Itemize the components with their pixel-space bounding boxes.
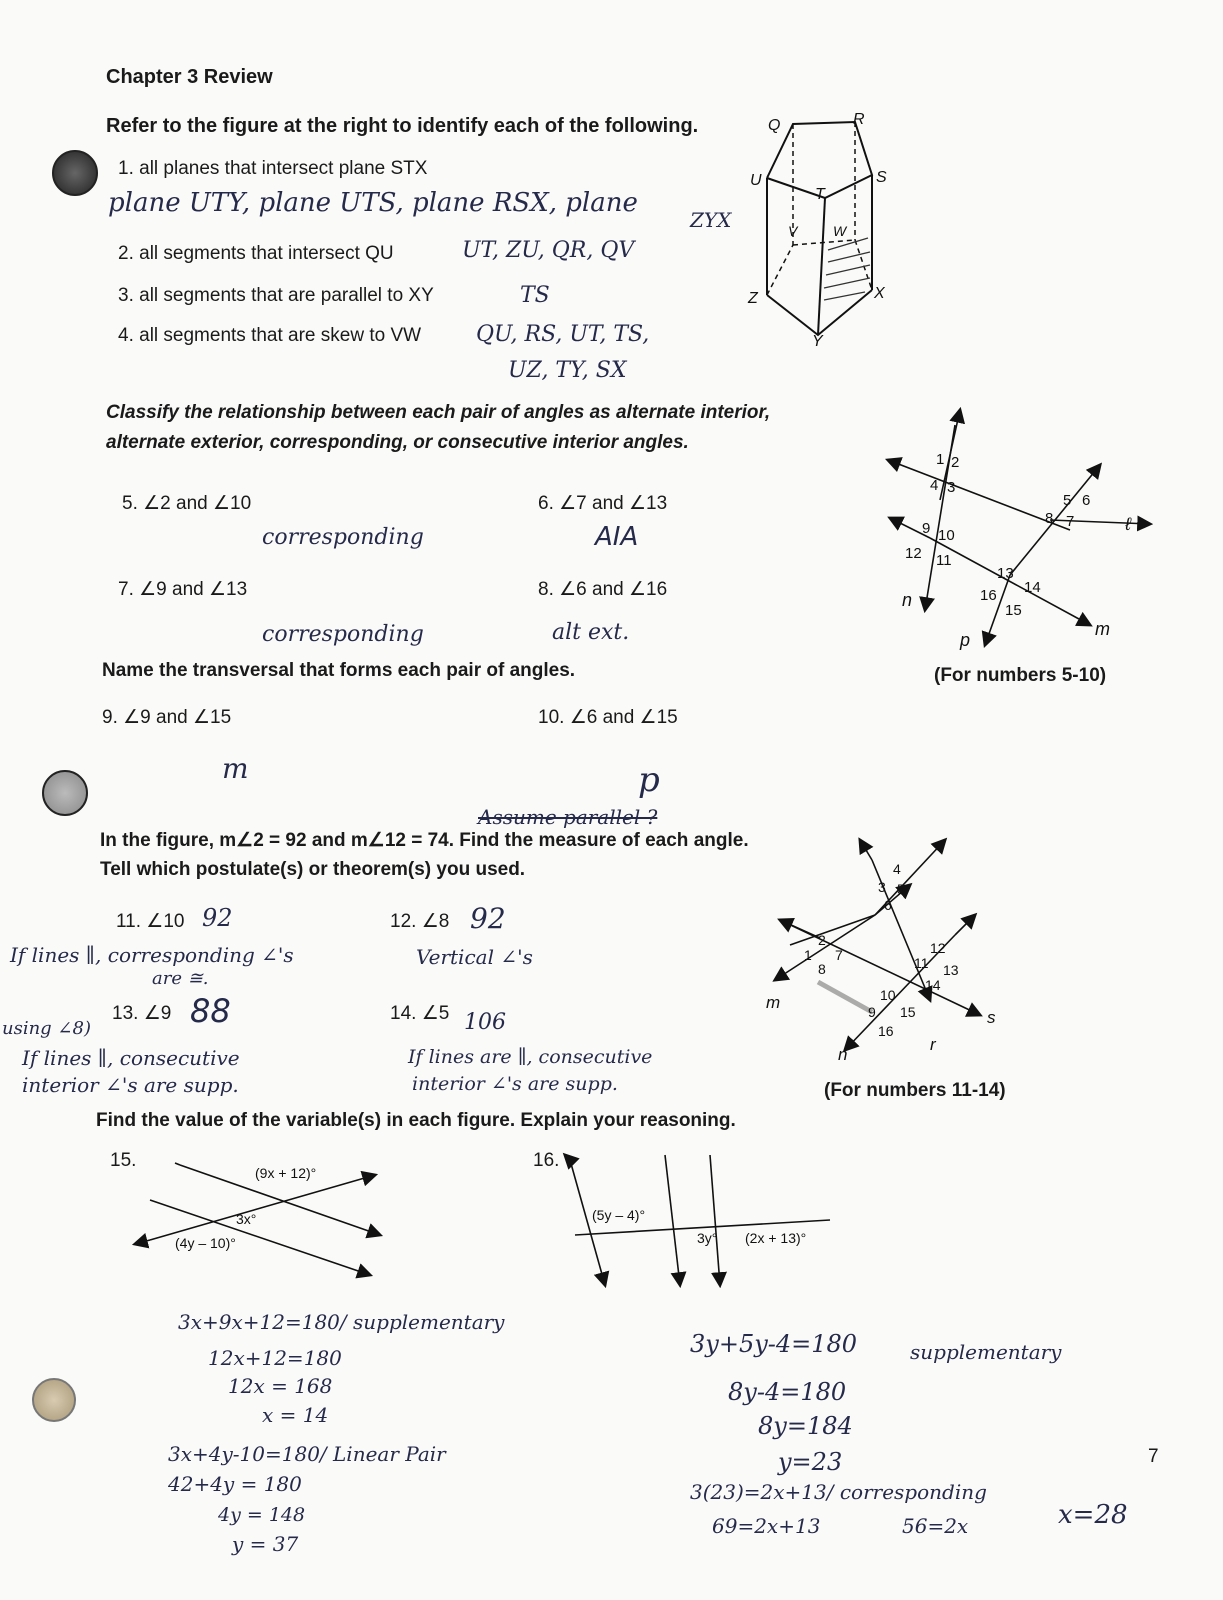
angle-num-11: 11	[936, 552, 952, 569]
answer-14: 106	[464, 1010, 506, 1035]
answer-13-prefix: using ∠8)	[2, 1018, 91, 1039]
work16-line3: 8y-4=180	[728, 1378, 847, 1406]
transversal-heading: Name the transversal that forms each pair of angles.	[102, 660, 576, 681]
angle-num-14: 14	[1024, 579, 1041, 596]
line-label-p: p	[960, 630, 971, 650]
vertex-label-u: U	[750, 172, 762, 189]
assume-parallel-note: Assume parallel ?	[478, 805, 658, 829]
question-4: 4. all segments that are skew to VW	[118, 325, 422, 346]
vertex-label-t: T	[815, 186, 825, 203]
angle-num-8: 8	[1045, 510, 1054, 527]
prism-figure	[740, 110, 900, 350]
answer-4-line1: QU, RS, UT, TS,	[476, 322, 650, 347]
line-label-m: m	[1095, 619, 1110, 639]
question-2: 2. all segments that intersect QU	[118, 243, 394, 264]
figure-caption-5-10: (For numbers 5-10)	[934, 665, 1107, 686]
question-12: 12. ∠8	[390, 911, 450, 932]
fig2-angle-8: 8	[818, 961, 826, 977]
work16-line1: 3y+5y-4=180	[690, 1330, 858, 1358]
question-1: 1. all planes that intersect plane STX	[118, 158, 428, 179]
answer-13-reason-line2: interior ∠'s are supp.	[22, 1073, 239, 1097]
figure-16	[560, 1160, 860, 1290]
question-6: 6. ∠7 and ∠13	[538, 493, 668, 514]
work15-line8: y = 37	[232, 1532, 299, 1556]
angle-num-7: 7	[1066, 513, 1075, 530]
angle-num-1: 1	[936, 451, 945, 468]
line-label-l: ℓ	[1125, 514, 1131, 534]
vertex-label-x: X	[874, 285, 885, 302]
transversal-figure-5-10	[900, 420, 1140, 670]
fig2-angle-1: 1	[804, 947, 812, 963]
transversal-figure-11-14	[766, 840, 1020, 1080]
question-3: 3. all segments that are parallel to XY	[118, 285, 434, 306]
fig2-angle-15: 15	[900, 1004, 916, 1020]
angle-num-13: 13	[997, 565, 1014, 582]
fig2-angle-7: 7	[835, 947, 843, 963]
question-11: 11. ∠10	[116, 911, 185, 932]
fig2-angle-16: 16	[878, 1023, 894, 1039]
work16-line2: supplementary	[910, 1340, 1062, 1364]
answer-5: corresponding	[262, 525, 424, 550]
binder-hole-top	[52, 150, 98, 196]
angle-num-5: 5	[1063, 492, 1072, 509]
line-l-right	[1050, 520, 1150, 524]
work16-line6: 3(23)=2x+13/ corresponding	[690, 1480, 987, 1504]
question-14: 14. ∠5	[390, 1003, 450, 1024]
vertex-label-v: V	[788, 223, 798, 239]
section3-instructions-line2: Tell which postulate(s) or theorem(s) you used.	[100, 859, 526, 880]
answer-12-reason: Vertical ∠'s	[416, 945, 533, 969]
work15-line1: 3x+9x+12=180/ supplementary	[178, 1310, 505, 1334]
page-title: Chapter 3 Review	[106, 66, 273, 88]
answer-7: corresponding	[262, 622, 424, 647]
vertex-label-y: Y	[812, 333, 823, 350]
answer-11-reason-line2: are ≅.	[152, 968, 209, 989]
angle-num-16: 16	[980, 587, 997, 604]
fig15-label-3x: 3x°	[236, 1211, 257, 1227]
work15-line3: 12x = 168	[228, 1374, 333, 1398]
fig2-line-label-m: m	[766, 993, 781, 1012]
vertex-label-q: Q	[768, 117, 781, 134]
fig2-angle-9: 9	[868, 1004, 876, 1020]
work16-line9: x=28	[1058, 1500, 1128, 1530]
fig2-angle-5: 5	[897, 881, 905, 897]
page-number: 7	[1148, 1446, 1159, 1467]
answer-4-line2: UZ, TY, SX	[508, 358, 627, 383]
question-10: 10. ∠6 and ∠15	[538, 707, 678, 728]
fig2-angle-12: 12	[930, 940, 946, 956]
fig2-line-label-s: s	[987, 1008, 996, 1027]
binder-hole-middle	[42, 770, 88, 816]
section2-instructions-line1: Classify the relationship between each pair of angles as alternate interior,	[106, 402, 771, 423]
work16-line4: 8y=184	[758, 1412, 853, 1440]
angle-num-6: 6	[1082, 492, 1091, 509]
fig2-angle-13: 13	[943, 962, 959, 978]
angle-num-9: 9	[922, 520, 931, 537]
angle-num-3: 3	[947, 479, 956, 496]
question-15: 15.	[110, 1150, 137, 1171]
fig2-angle-14: 14	[925, 977, 941, 993]
fig16-label-2x13: (2x + 13)°	[745, 1230, 807, 1246]
answer-14-reason-line1: If lines are ∥, consecutive	[408, 1046, 653, 1068]
fig2-line-label-n: n	[838, 1045, 848, 1064]
fig2-angle-10: 10	[880, 987, 896, 1003]
answer-3: TS	[520, 283, 550, 308]
line-l-left	[888, 460, 1070, 530]
work15-line5: 3x+4y-10=180/ Linear Pair	[168, 1442, 446, 1466]
question-13: 13. ∠9	[112, 1003, 172, 1024]
line-label-n: n	[902, 590, 913, 610]
work15-line6: 42+4y = 180	[168, 1472, 302, 1496]
angle-num-10: 10	[938, 527, 955, 544]
question-9: 9. ∠9 and ∠15	[102, 707, 232, 728]
work15-line4: x = 14	[262, 1403, 329, 1427]
section4-instructions: Find the value of the variable(s) in each figure. Explain your reasoning.	[96, 1110, 736, 1131]
angle-num-4: 4	[930, 477, 939, 494]
fig15-label-4y10: (4y – 10)°	[175, 1235, 236, 1251]
section2-instructions-line2: alternate exterior, corresponding, or consecutive interior angles.	[106, 432, 689, 453]
answer-12: 92	[470, 902, 506, 935]
fig16-label-5y4: (5y – 4)°	[592, 1207, 646, 1223]
answer-8: alt ext.	[552, 620, 630, 645]
question-7: 7. ∠9 and ∠13	[118, 579, 248, 600]
work15-line2: 12x+12=180	[208, 1346, 342, 1370]
binder-hole-bottom	[32, 1378, 76, 1422]
answer-9: m	[222, 752, 249, 785]
section3-instructions-line1: In the figure, m∠2 = 92 and m∠12 = 74. Find the measure of each angle.	[100, 830, 749, 851]
question-8: 8. ∠6 and ∠16	[538, 579, 668, 600]
vertex-label-w: W	[833, 223, 847, 239]
vertex-label-s: S	[876, 169, 887, 186]
fig2-line-label-r: r	[930, 1035, 936, 1054]
answer-1-line2: ZYX	[690, 208, 732, 232]
angle-num-15: 15	[1005, 602, 1022, 619]
answer-10: p	[638, 760, 660, 800]
question-5: 5. ∠2 and ∠10	[122, 493, 252, 514]
angle-num-2: 2	[951, 454, 960, 471]
fig2-angle-4: 4	[893, 861, 901, 877]
fig2-angle-6: 6	[884, 897, 892, 913]
work16-line7: 69=2x+13	[712, 1514, 821, 1538]
figure-caption-11-14: (For numbers 11-14)	[824, 1080, 1006, 1101]
section1-instructions: Refer to the figure at the right to identify each of the following.	[106, 115, 699, 137]
question-16: 16.	[533, 1150, 560, 1171]
fig2-angle-2: 2	[818, 932, 826, 948]
answer-11-reason-line1: If lines ∥, corresponding ∠'s	[10, 943, 294, 967]
answer-14-reason-line2: interior ∠'s are supp.	[412, 1073, 618, 1095]
angle-num-12: 12	[905, 545, 922, 562]
figure-15	[140, 1160, 400, 1270]
vertex-label-z: Z	[748, 290, 758, 307]
answer-11: 92	[202, 904, 233, 932]
fig16-label-3y: 3y°	[697, 1230, 718, 1246]
answer-1-line1: plane UTY, plane UTS, plane RSX, plane	[108, 188, 638, 218]
answer-2: UT, ZU, QR, QV	[462, 238, 635, 263]
work16-line8: 56=2x	[902, 1514, 969, 1538]
fig15-label-9x12: (9x + 12)°	[255, 1165, 317, 1181]
answer-13: 88	[190, 992, 231, 1030]
fig2-angle-11: 11	[914, 955, 929, 971]
work16-line5: y=23	[778, 1448, 843, 1476]
vertex-label-r: R	[853, 111, 865, 128]
answer-6: AIA	[595, 522, 639, 552]
work15-line7: 4y = 148	[218, 1504, 306, 1526]
fig2-angle-3: 3	[878, 879, 886, 895]
answer-13-reason-line1: If lines ∥, consecutive	[22, 1046, 240, 1070]
